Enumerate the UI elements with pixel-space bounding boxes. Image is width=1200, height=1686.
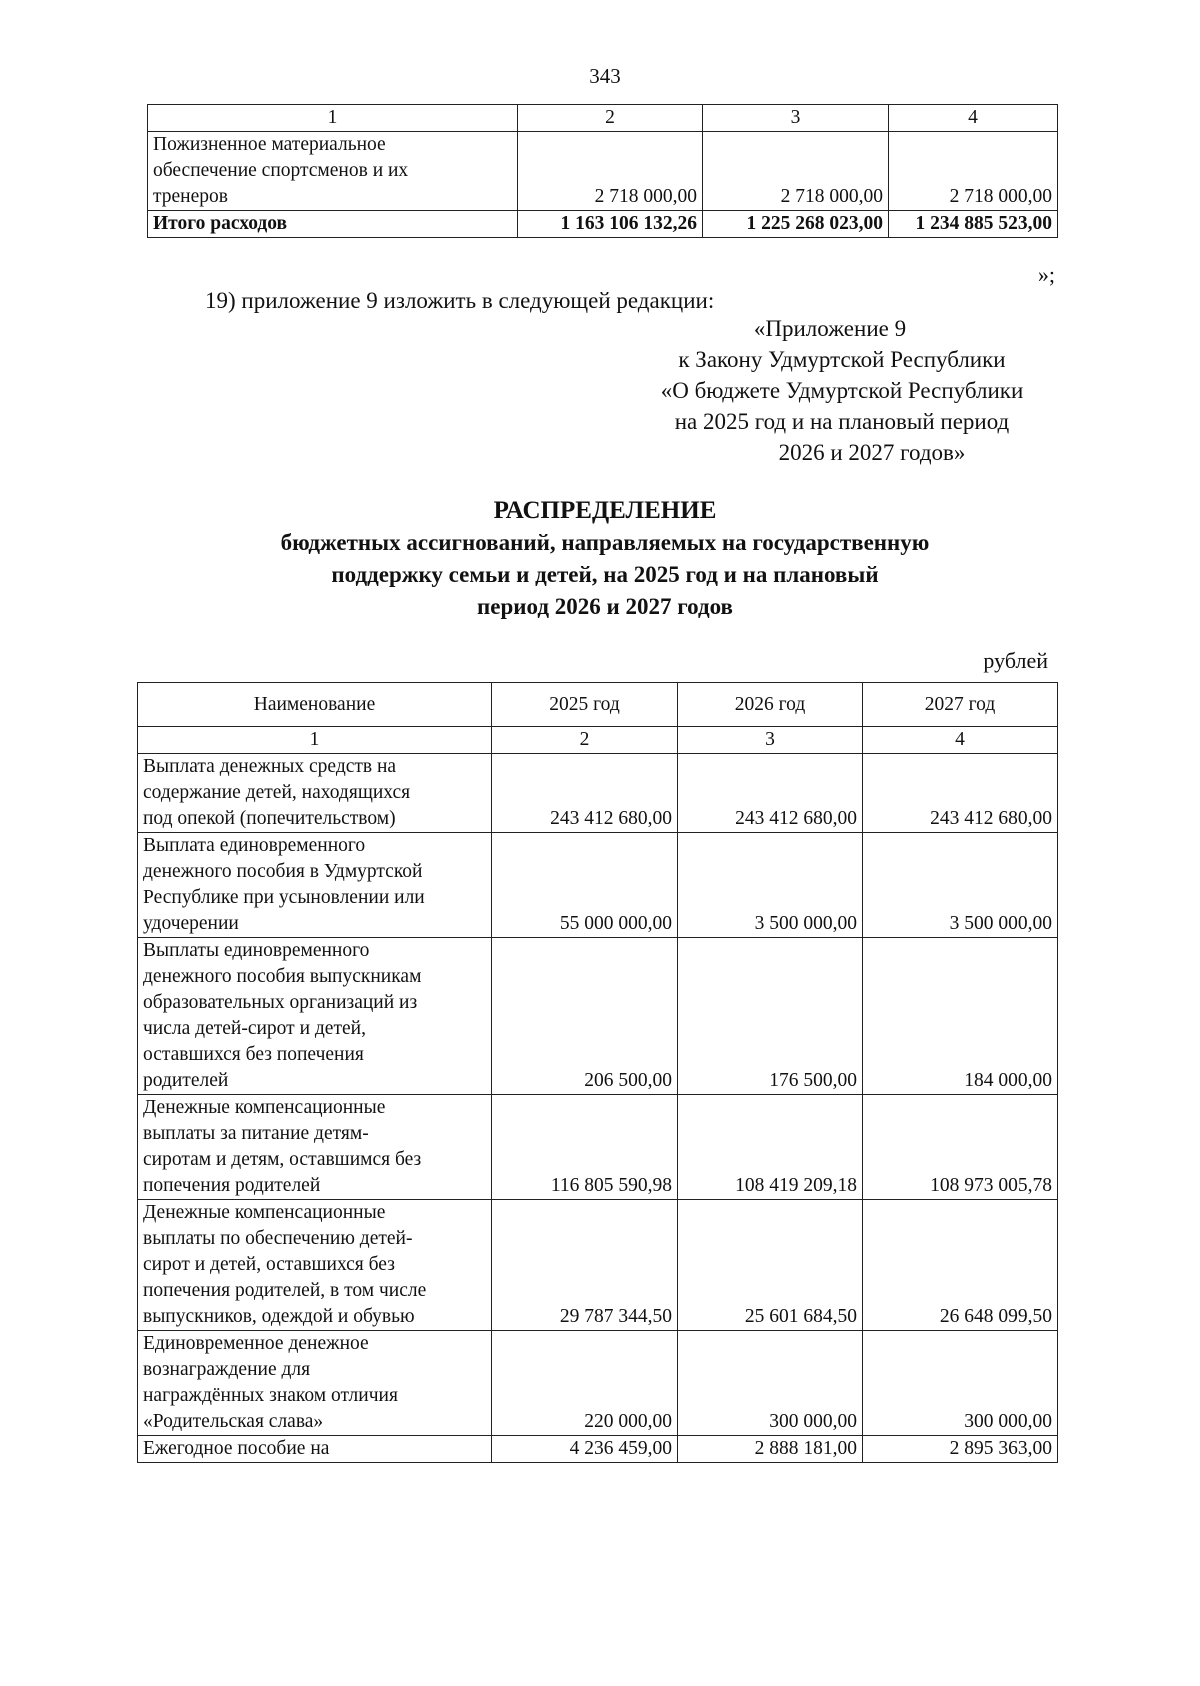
column-number: 1: [138, 727, 492, 754]
row-name-line: Единовременное денежное: [143, 1333, 369, 1354]
total-value: 1 163 106 132,26: [518, 211, 703, 238]
appendix-header-line: на 2025 год и на плановый период: [674, 409, 1010, 434]
row-name-line: сирот и детей, оставшихся без: [143, 1254, 395, 1275]
value-cell: 2 895 363,00: [863, 1436, 1058, 1463]
row-name: [138, 833, 492, 938]
row-name-line: Денежные компенсационные: [143, 1097, 386, 1118]
row-name-line: выплаты по обеспечению детей-: [143, 1228, 413, 1249]
table-row: [138, 938, 1058, 1095]
row-name: [138, 754, 492, 833]
value-cell: 300 000,00: [678, 1331, 863, 1436]
title-main: РАСПРЕДЕЛЕНИЕ: [493, 497, 717, 524]
units-label: рублей: [983, 648, 1048, 673]
row-name-line: Ежегодное пособие на: [143, 1438, 330, 1459]
header-cell: 2026 год: [678, 683, 863, 727]
quote-close: »;: [1037, 262, 1055, 287]
row-name-line: обеспечение спортсменов и их: [153, 160, 409, 181]
column-number: 3: [703, 105, 889, 132]
row-name: [138, 1095, 492, 1200]
row-name-line: вознаграждение для: [143, 1359, 311, 1380]
value-cell: 206 500,00: [492, 938, 678, 1095]
row-name: [138, 1200, 492, 1331]
total-label: Итого расходов: [148, 211, 518, 238]
row-name-line: содержание детей, находящихся: [143, 782, 411, 803]
appendix-header-line: «О бюджете Удмуртской Республики: [660, 378, 1024, 403]
value-cell: 184 000,00: [863, 938, 1058, 1095]
table-row: [138, 1095, 1058, 1200]
table-row: [138, 754, 1058, 833]
value-cell: 300 000,00: [863, 1331, 1058, 1436]
column-number: 2: [492, 727, 678, 754]
value-cell: 3 500 000,00: [678, 833, 863, 938]
row-name-line: выпускников, одеждой и обувью: [143, 1306, 415, 1327]
row-name-line: награждённых знаком отличия: [143, 1385, 398, 1406]
title-line: бюджетных ассигнований, направляемых на государственную: [280, 530, 930, 555]
total-value: 1 234 885 523,00: [889, 211, 1058, 238]
value-cell: 108 973 005,78: [863, 1095, 1058, 1200]
page-number: 343: [589, 64, 621, 88]
header-cell: Наименование: [138, 683, 492, 727]
table-row: [148, 132, 1058, 211]
row-name: [138, 1331, 492, 1436]
value-cell: 220 000,00: [492, 1331, 678, 1436]
appendix-header-line: «Приложение 9: [753, 316, 907, 341]
row-name-line: образовательных организаций из: [143, 992, 418, 1013]
column-number: 4: [889, 105, 1058, 132]
row-name-line: Выплата единовременного: [143, 835, 366, 856]
header-cell: 2027 год: [863, 683, 1058, 727]
value-cell: 55 000 000,00: [492, 833, 678, 938]
total-value: 1 225 268 023,00: [703, 211, 889, 238]
row-name-line: денежного пособия выпускникам: [143, 966, 422, 987]
row-name-line: оставшихся без попечения: [143, 1044, 364, 1065]
value-cell: 108 419 209,18: [678, 1095, 863, 1200]
value-cell: 243 412 680,00: [678, 754, 863, 833]
row-name-line: Выплаты единовременного: [143, 940, 370, 961]
title-line: период 2026 и 2027 годов: [477, 594, 733, 619]
row-name-line: Денежные компенсационные: [143, 1202, 386, 1223]
row-name-line: удочерении: [143, 913, 239, 934]
row-name-line: «Родительская слава»: [143, 1411, 324, 1432]
value-cell: 3 500 000,00: [863, 833, 1058, 938]
table-row: [138, 833, 1058, 938]
row-name-line: сиротам и детям, оставшимся без: [143, 1149, 422, 1170]
row-name-line: Выплата денежных средств на: [143, 756, 397, 777]
document-title: [0, 495, 1200, 623]
total-row: [148, 211, 1058, 238]
amendment-item: 19) приложение 9 изложить в следующей редакции:: [205, 288, 715, 313]
title-line: поддержку семьи и детей, на 2025 год и на плановый: [331, 562, 879, 587]
value-cell: 243 412 680,00: [492, 754, 678, 833]
value-cell: 243 412 680,00: [863, 754, 1058, 833]
value-cell: 116 805 590,98: [492, 1095, 678, 1200]
row-name: [148, 132, 518, 211]
value-cell: 29 787 344,50: [492, 1200, 678, 1331]
column-number: 3: [678, 727, 863, 754]
value-cell: 2 888 181,00: [678, 1436, 863, 1463]
column-number: 2: [518, 105, 703, 132]
row-name-line: денежного пособия в Удмуртской: [143, 861, 423, 882]
column-number-row: [148, 105, 1058, 132]
row-name-line: под опекой (попечительством): [143, 808, 396, 829]
previous-table-continuation: [147, 104, 1058, 238]
value-cell: 26 648 099,50: [863, 1200, 1058, 1331]
value-cell: 25 601 684,50: [678, 1200, 863, 1331]
row-name-line: Республике при усыновлении или: [143, 887, 425, 908]
row-name-line: числа детей-сирот и детей,: [143, 1018, 366, 1039]
row-name-line: тренеров: [153, 186, 228, 207]
value-cell: 2 718 000,00: [703, 132, 889, 211]
table-row: [138, 1200, 1058, 1331]
column-number: 4: [863, 727, 1058, 754]
table-row: [138, 1436, 1058, 1463]
header-cell: 2025 год: [492, 683, 678, 727]
row-name: [138, 1436, 492, 1463]
column-number-row: [138, 727, 1058, 754]
value-cell: 2 718 000,00: [518, 132, 703, 211]
row-name-line: выплаты за питание детям-: [143, 1123, 369, 1144]
value-cell: 176 500,00: [678, 938, 863, 1095]
value-cell: 2 718 000,00: [889, 132, 1058, 211]
row-name-line: Пожизненное материальное: [153, 134, 386, 155]
header-row: [138, 683, 1058, 727]
row-name-line: попечения родителей: [143, 1175, 321, 1196]
budget-allocation-table: [137, 682, 1058, 1463]
row-name-line: попечения родителей, в том числе: [143, 1280, 427, 1301]
row-name: [138, 938, 492, 1095]
appendix-header-line: к Закону Удмуртской Республики: [678, 347, 1006, 372]
table-row: [138, 1331, 1058, 1436]
value-cell: 4 236 459,00: [492, 1436, 678, 1463]
column-number: 1: [148, 105, 518, 132]
appendix-header-line: 2026 и 2027 годов»: [778, 440, 966, 465]
row-name-line: родителей: [143, 1070, 229, 1091]
